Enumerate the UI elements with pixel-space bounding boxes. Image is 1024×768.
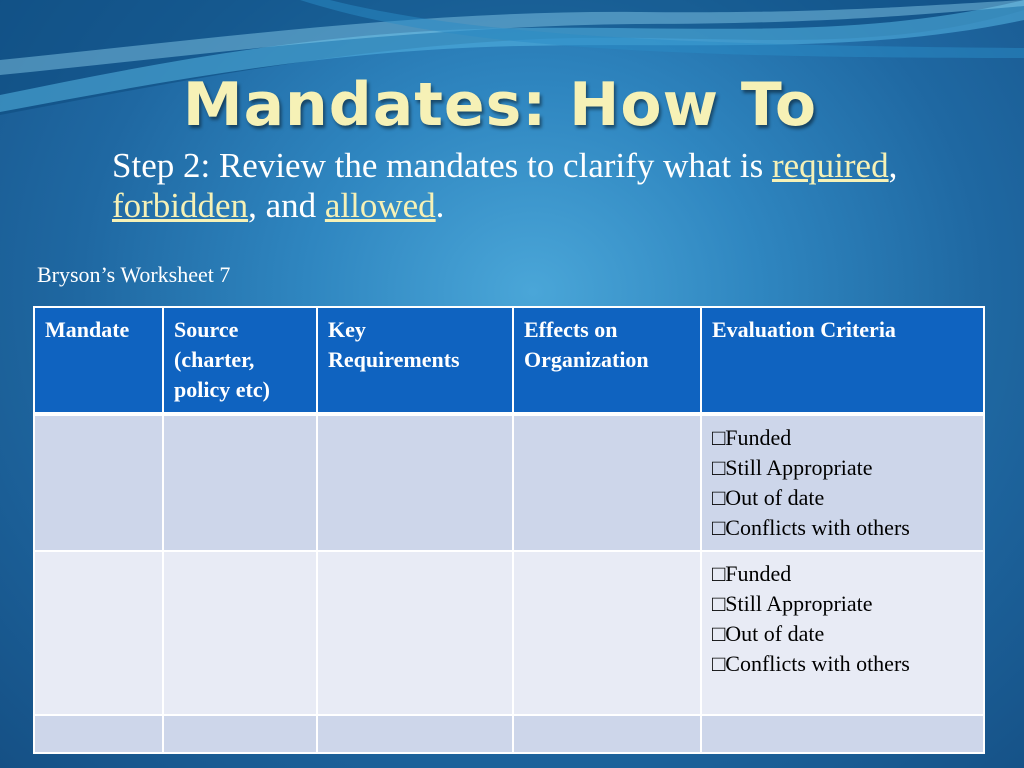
table-row <box>34 551 984 715</box>
term-forbidden: forbidden <box>112 186 249 225</box>
cell-source[interactable] <box>163 414 317 551</box>
table-row <box>34 414 984 551</box>
slide-title: Mandates: How To <box>182 70 818 140</box>
header-evaluation-criteria: Evaluation Criteria <box>701 307 984 414</box>
step-end: . <box>435 186 445 225</box>
criterion-conflicts[interactable]: □Conflicts with others <box>712 515 910 540</box>
header-source: Source (charter, policy etc) <box>163 307 317 414</box>
table-header-row <box>34 307 984 414</box>
cell-effects[interactable] <box>513 551 701 715</box>
criterion-conflicts[interactable]: □Conflicts with others <box>712 651 910 676</box>
cell-evaluation-criteria[interactable] <box>701 715 984 753</box>
step-text: Step 2: Review the mandates to clarify what is <box>112 146 772 185</box>
term-allowed: allowed <box>324 186 436 225</box>
step-description <box>112 146 932 226</box>
separator-2: , and <box>248 186 325 225</box>
cell-evaluation-criteria <box>701 414 984 551</box>
cell-mandate[interactable] <box>34 551 163 715</box>
cell-source[interactable] <box>163 551 317 715</box>
cell-mandate[interactable] <box>34 715 163 753</box>
criterion-out-of-date[interactable]: □Out of date <box>712 621 825 646</box>
separator-1: , <box>888 146 898 185</box>
cell-evaluation-criteria <box>701 551 984 715</box>
header-effects: Effects on Organization <box>513 307 701 414</box>
mandates-worksheet-table <box>33 306 985 754</box>
criterion-still-appropriate[interactable]: □Still Appropriate <box>712 591 873 616</box>
criterion-funded[interactable]: □Funded <box>712 561 792 586</box>
table-row <box>34 715 984 753</box>
cell-key-requirements[interactable] <box>317 715 513 753</box>
cell-effects[interactable] <box>513 715 701 753</box>
criterion-still-appropriate[interactable]: □Still Appropriate <box>712 455 873 480</box>
header-mandate: Mandate <box>34 307 163 414</box>
worksheet-caption: Bryson’s Worksheet 7 <box>37 262 231 287</box>
header-key-requirements: Key Requirements <box>317 307 513 414</box>
criterion-out-of-date[interactable]: □Out of date <box>712 485 825 510</box>
cell-source[interactable] <box>163 715 317 753</box>
cell-key-requirements[interactable] <box>317 551 513 715</box>
criterion-funded[interactable]: □Funded <box>712 425 792 450</box>
cell-effects[interactable] <box>513 414 701 551</box>
cell-mandate[interactable] <box>34 414 163 551</box>
cell-key-requirements[interactable] <box>317 414 513 551</box>
term-required: required <box>771 146 889 185</box>
